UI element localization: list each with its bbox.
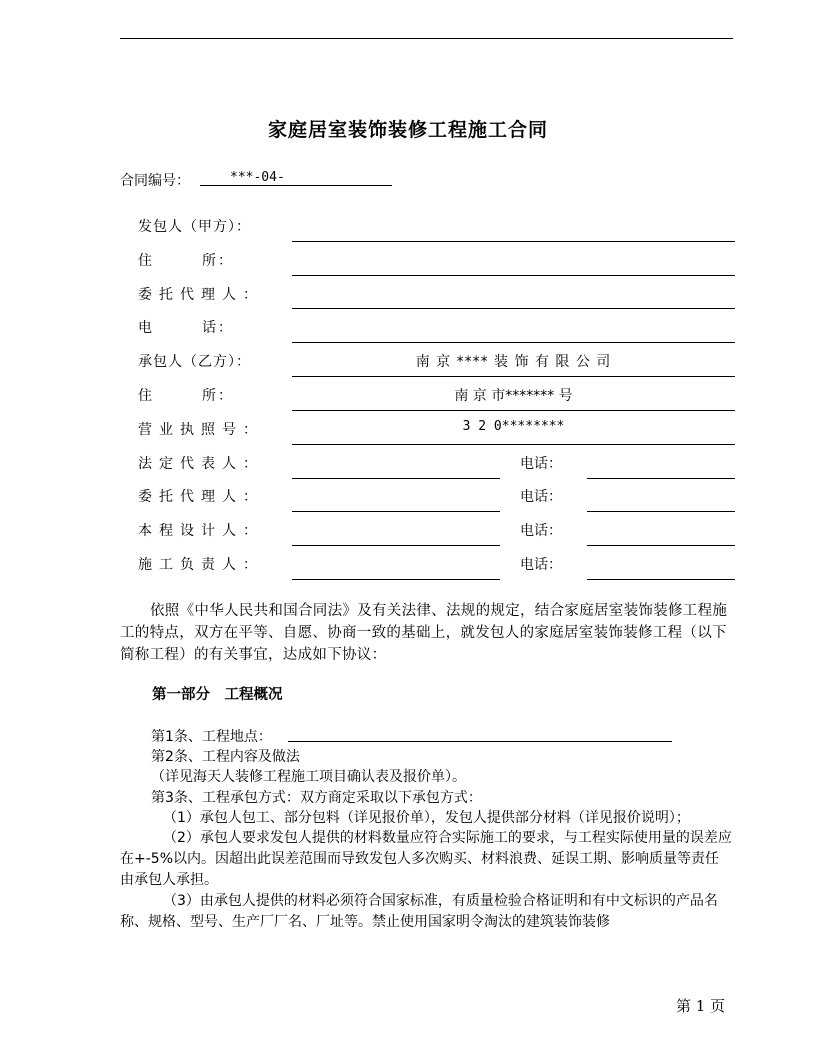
field-line-contractor-agent[interactable]	[292, 511, 500, 512]
article-3-item-1: （1）承包人包工、部分包料（详见报价单），发包人提供部分材料（详见报价说明）；	[163, 810, 690, 826]
field-line-designer[interactable]	[292, 545, 500, 546]
field-line-project-location[interactable]	[288, 741, 672, 742]
contract-number-underline	[200, 185, 392, 186]
document-title: 家庭居室装饰装修工程施工合同	[267, 119, 548, 141]
phone-label-legal-rep: 电话：	[520, 456, 562, 472]
business-license-number: 3 2 0********	[462, 419, 565, 434]
field-line-employer[interactable]	[292, 241, 735, 242]
field-line-contractor-agent-phone[interactable]	[587, 511, 735, 512]
contract-number-value[interactable]: ***-04-	[230, 170, 285, 185]
phone-label-site-manager: 电话：	[520, 557, 562, 573]
article-1: 第1条、工程地点：	[151, 729, 272, 745]
contact-label-site-manager: 施工负责人：	[138, 557, 264, 573]
article-2: 第2条、工程内容及做法	[151, 749, 300, 765]
party-label-employer-agent: 委托代理人：	[138, 287, 264, 303]
field-line-legal-rep-phone[interactable]	[587, 478, 735, 479]
field-line-contractor[interactable]	[292, 376, 735, 377]
phone-label-designer: 电话：	[520, 523, 562, 539]
party-label-employer-phone: 电 话：	[138, 320, 234, 336]
field-line-contractor-address[interactable]	[292, 410, 735, 411]
field-line-legal-rep[interactable]	[292, 478, 500, 479]
field-line-site-manager[interactable]	[292, 579, 500, 580]
contact-label-designer: 本程设计人：	[138, 523, 264, 539]
field-line-site-manager-phone[interactable]	[587, 579, 735, 580]
field-line-employer-address[interactable]	[292, 275, 735, 276]
field-line-employer-phone[interactable]	[292, 342, 735, 343]
party-label-employer-address: 住 所：	[138, 253, 234, 269]
party-label-employer: 发包人（甲方）：	[138, 219, 251, 235]
article-2-note: （详见海天人装修工程施工项目确认表及报价单）。	[151, 769, 466, 785]
contact-label-legal-rep: 法定代表人：	[138, 456, 264, 472]
phone-label-contractor-agent: 电话：	[520, 489, 562, 505]
field-line-business-license[interactable]	[292, 444, 735, 445]
contractor-address: 南 京 市******* 号	[454, 388, 573, 404]
article-3-item-3: （3）由承包人提供的材料必须符合国家标准，有质量检验合格证明和有中文标识的产品名称、规格、型号、生产厂厂名、厂址等。禁止使用国家明令淘汰的建筑装饰装修	[120, 893, 718, 930]
article-3: 第3条、工程承包方式：双方商定采取以下承包方式：	[151, 790, 482, 806]
header-rule	[120, 38, 733, 39]
field-line-employer-agent[interactable]	[292, 308, 735, 309]
article-3-item-2: （2）承包人要求发包人提供的材料数量应符合实际施工的要求，与工程实际使用量的误差应在+-5%以内。因超出此误差范围而导致发包人多次购买、材料浪费、延误工期、影响质量等责任由承包人承担。	[120, 830, 732, 888]
contact-label-contractor-agent: 委托代理人：	[138, 489, 264, 505]
contract-number-label: 合同编号：	[120, 173, 190, 189]
party-label-contractor-address: 住 所：	[138, 388, 234, 404]
page-number: 第 1 页	[676, 997, 726, 1015]
section-title-part1: 第一部分 工程概况	[152, 687, 283, 703]
contractor-name: 南 京 **** 装 饰 有 限 公 司	[415, 354, 612, 370]
party-label-contractor: 承包人（乙方）：	[138, 354, 251, 370]
field-line-designer-phone[interactable]	[587, 545, 735, 546]
intro-paragraph: 依照《中华人民共和国合同法》及有关法律、法规的规定，结合家庭居室装饰装修工程施工的特点，双方在平等、自愿、协商一致的基础上，就发包人的家庭居室装饰装修工程（以下简称工程）的有关事宜，达成如下协议：	[120, 603, 728, 663]
party-label-business-license: 营业执照号：	[138, 422, 264, 438]
